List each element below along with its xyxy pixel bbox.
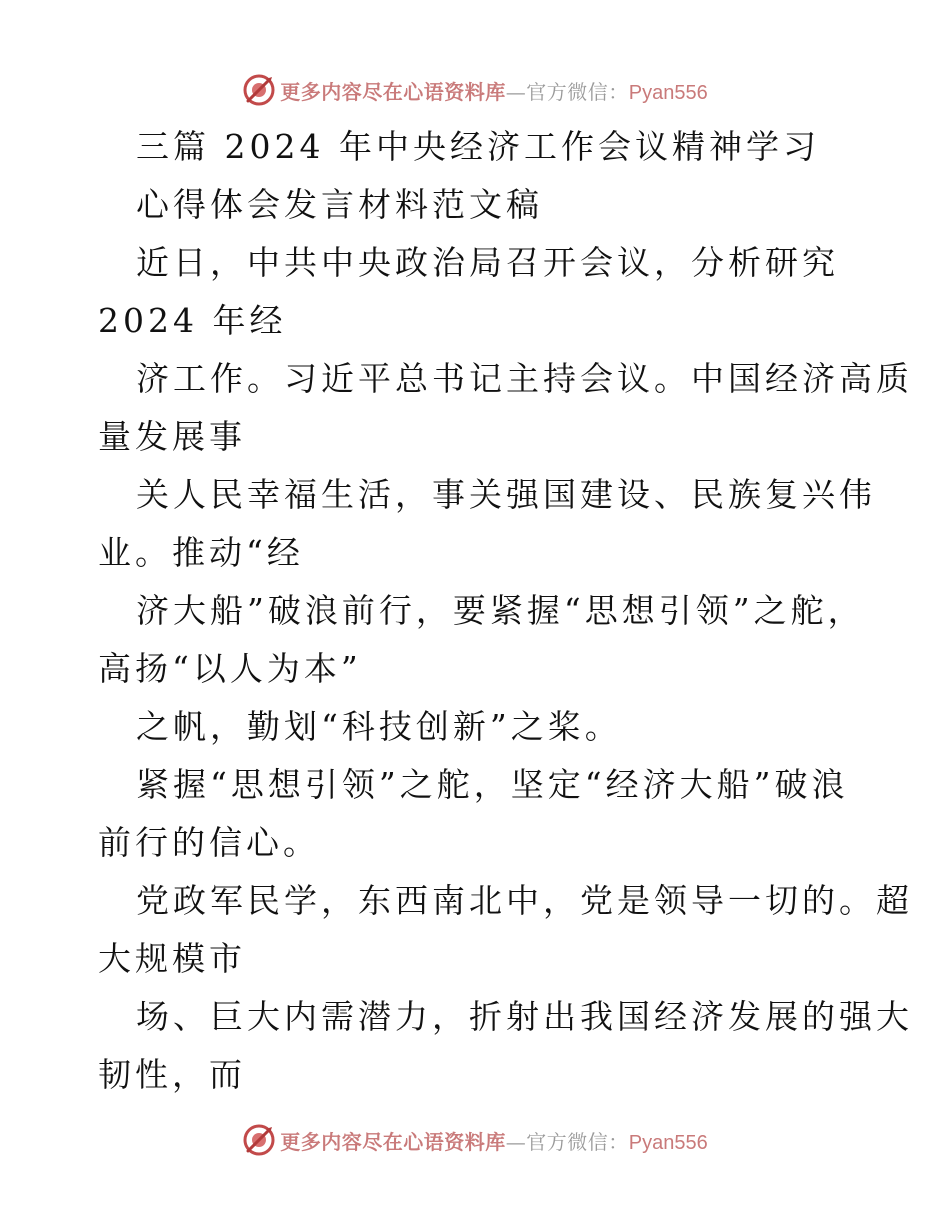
watermark-separator: —官方微信： [505, 1129, 629, 1154]
watermark-wechat-id: Pyan556 [628, 81, 708, 104]
brand-logo-icon [242, 73, 276, 107]
footer-watermark [0, 1120, 950, 1160]
paragraph-line: 济大船”破浪前行，要紧握“思想引领”之舵， [136, 591, 865, 630]
paragraph-line: 之帆，勤划“科技创新”之桨。 [136, 707, 622, 746]
paragraph-line: 党政军民学，东西南北中，党是领导一切的。超 [136, 881, 913, 920]
paragraph-line: 2024 年经 [98, 301, 287, 340]
watermark-separator: —官方微信： [505, 79, 629, 104]
paragraph-line: 近日，中共中央政治局召开会议，分析研究 [136, 243, 839, 282]
document-title-line-1: 三篇 2024 年中央经济工作会议精神学习 [136, 127, 820, 166]
paragraph-line: 紧握“思想引领”之舵，坚定“经济大船”破浪 [136, 765, 849, 804]
paragraph-line: 场、巨大内需潜力，折射出我国经济发展的强大 [136, 997, 913, 1036]
watermark-text: 更多内容尽在心语资料库 [280, 79, 506, 104]
paragraph-line: 济工作。习近平总书记主持会议。中国经济高质 [136, 359, 913, 398]
paragraph-line: 量发展事 [98, 417, 246, 456]
document-title-line-2: 心得体会发言材料范文稿 [136, 185, 543, 224]
brand-logo-icon [242, 1123, 276, 1157]
document-body [98, 118, 913, 1104]
paragraph-line: 关人民幸福生活，事关强国建设、民族复兴伟 [136, 475, 876, 514]
paragraph-line: 大规模市 [98, 939, 246, 978]
watermark-wechat-id: Pyan556 [628, 1131, 708, 1154]
watermark-text: 更多内容尽在心语资料库 [280, 1129, 506, 1154]
header-watermark [0, 70, 950, 110]
paragraph-line: 高扬“以人为本” [98, 649, 362, 688]
paragraph-line: 业。推动“经 [98, 533, 304, 572]
paragraph-line: 韧性，而 [98, 1055, 246, 1094]
paragraph-line: 前行的信心。 [98, 823, 320, 862]
